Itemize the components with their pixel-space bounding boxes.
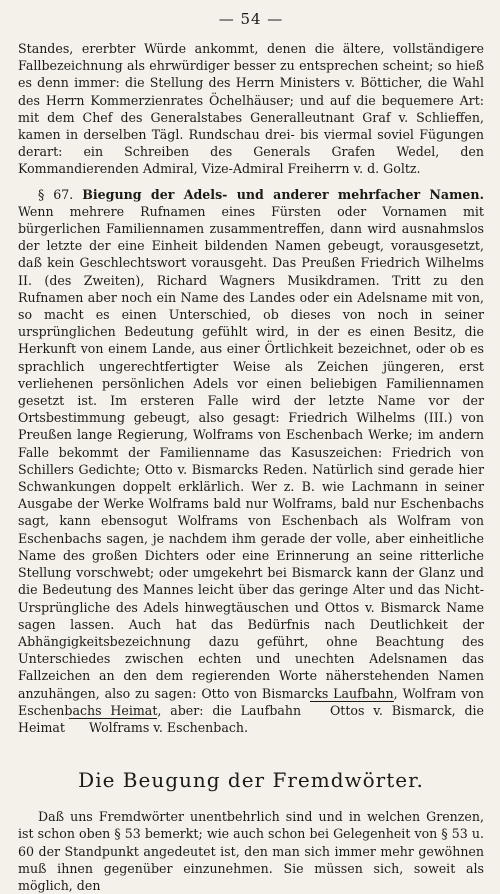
- section-number: § 67.: [38, 186, 74, 202]
- marked-word-ottos: Ottos: [310, 701, 365, 719]
- section-text-b: , Wolfram von Eschenbachs: [18, 685, 484, 718]
- page-number: — 54 —: [218, 10, 284, 28]
- section-text-d: v. Bismarck, die Heimat: [18, 702, 484, 735]
- section-67-paragraph: [18, 186, 484, 737]
- spacer: [18, 178, 484, 186]
- chapter-heading: Die Beugung der Fremdwörter.: [78, 768, 424, 793]
- paragraph-fremdwoerter: Daß uns Fremdwörter unentbehrlich sind und in welchen Grenzen, ist schon oben § 53 bemerkt; wie auch schon bei Gelegenheit von § 53 u. 60 der Standpunkt angedeutet ist, den man sich immer mehr gewöhnen muß ihnen gegenüber einzunehmen. Sie müssen sich, soweit als möglich, den: [18, 809, 484, 893]
- paragraph-continued: Standes, ererbter Würde ankommt, denen die ältere, vollständigere Fallbezeichnung als ehrwürdiger besser zu entsprechen scheint; so hieß es denn immer: die Stellung des Herrn Ministers v. Bötticher, die Wahl des Herrn Kommerzienrates Öchelhäuser; und auf die bequemere Art: mit dem Chef des Generalstabes Generalleutnant Graf v. Schlieffen, kamen in derselben Tägl. Rundschau drei- bis viermal soviel Fügungen derart: ein Schreiben des Generals Grafen Wedel, den Kommandierenden Admiral, Vize-Admiral Freiherrn v. d. Goltz.: [18, 41, 484, 177]
- section-text-e: v. Eschenbach.: [149, 719, 249, 735]
- section-text-a: Wenn mehrere Rufnamen eines Fürsten oder Vornamen mit bürgerlichen Familiennamen zusammentreffen, dann wird ausnahmslos der letzte der eine Einheit bildenden Namen gebeugt, vorausgesetzt, daß kein Geschlechtswort vorausgeht. Das Preußen Friedrich Wilhelms II. (des Zweiten), Richard Wagners Musikdramen. Tritt zu den Rufnamen aber noch ein Name des Landes oder ein Adelsname mit von, so macht es einen Unterschied, ob dieses von noch in seiner ursprünglichen Bedeutung gefühlt wird, in der es einen Besitz, die Herkunft von einem Lande, aus einer Örtlichkeit bezeichnet, oder ob es sprachlich ungerechtfertigter Weise als Zeichen jüngeren, erst verliehenen persönlichen Adels vor einen beliebigen Familiennamen gesetzt ist. Im ersteren Falle wird der letzte Name vor der Ortsbestimmung gebeugt, also gesagt: Friedrich Wilhelms (III.) von Preußen lange Regierung, Wolframs von Eschenbach Werke; im andern Falle bekommt der Familienname das Kasuszeichen: Friedrich von Schillers Gedichte; Otto v. Bismarcks Reden. Natürlich sind gerade hier Schwankungen doppelt erklärlich. Wer z. B. wie Lachmann in seiner Ausgabe der Werke Wolframs bald nur Wolframs, bald nur Eschenbachs sagt, kann ebensogut Wolframs von Eschenbach als Wolfram von Eschenbachs sagen, je nachdem ihm gerade der volle, aber einheitliche Name des großen Dichters oder eine Erinnerung an seine ritterliche Stellung vorschwebt; oder umgekehrt bei Bismarck kann der Glanz und die Bedeutung des Mannes leicht über das geringe Alter und das Nicht-Ursprüngliche des Adels hinwegtäuschen und Ottos v. Bismarck Name sagen lassen. Auch hat das Bedürfnis nach Deutlichkeit der Abhängigkeitsbezeichnung dazu geführt, ohne Beachtung des Unterschiedes zwischen echten und unechten Adelsnamen das Fallzeichen an den dem regierenden Worte näherstehenden Namen anzuhängen, also zu sagen: Otto von Bismarcks: [18, 203, 484, 701]
- underlined-word-heimat: Heimat: [110, 702, 158, 718]
- section-title: Biegung der Adels- und anderer mehrfacher Namen.: [82, 186, 484, 202]
- section-text-c: , aber: die Laufbahn: [157, 702, 310, 718]
- marked-word-wolframs: Wolframs: [69, 718, 149, 736]
- underlined-word-laufbahn: Laufbahn: [333, 685, 394, 701]
